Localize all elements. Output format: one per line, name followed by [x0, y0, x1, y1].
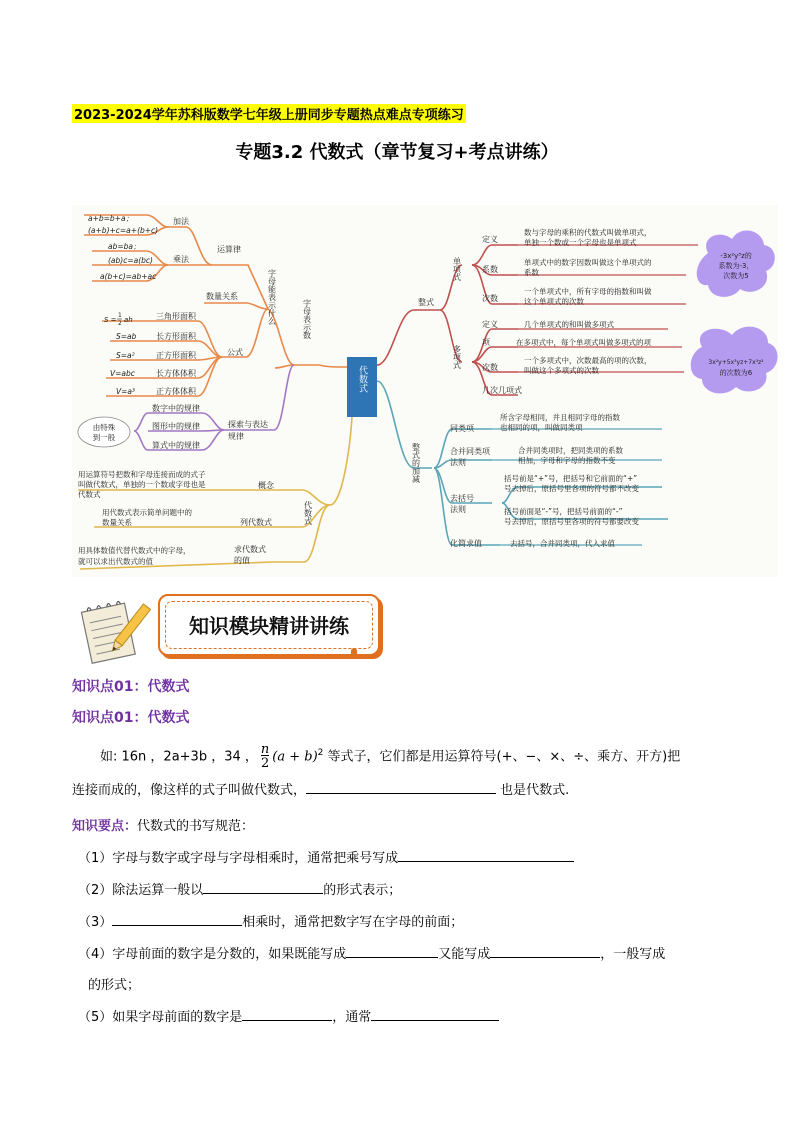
- rule-1: （1）字母与数字或字母与字母相乘时，通常把乘号写成: [78, 847, 574, 866]
- poly-def-desc: 几个单项式的和叫做多项式: [524, 320, 614, 329]
- example-line-2: 连接而成的，像这样的式子叫做代数式， 也是代数式.: [72, 779, 569, 798]
- node-explore-pattern-1: 探索与表达: [228, 420, 268, 429]
- square-area: 正方形面积: [156, 351, 196, 360]
- term-desc: 在多项式中，每个单项式叫做多项式的项: [516, 338, 651, 347]
- blank-2[interactable]: [398, 847, 574, 862]
- formula-mul-2: (ab)c=a(bc): [108, 256, 153, 265]
- bracket-plus-desc-2: 号去掉后，原括号里各项的符号都不改变: [504, 484, 639, 493]
- evaluate-desc-2: 就可以求出代数式的值: [78, 557, 153, 566]
- example-paragraph: [100, 738, 760, 772]
- example-suffix: 等式子，它们都是用运算符号(+、−、×、÷、乘方、开方)把: [323, 749, 681, 765]
- list-desc-2: 数量关系: [102, 518, 132, 527]
- node-algebraic-expression: 代数式: [303, 501, 313, 525]
- formula-square: S=a²: [116, 351, 135, 360]
- rule-4-line-2: 的形式；: [88, 978, 141, 993]
- blank-6[interactable]: [490, 943, 600, 958]
- blank-5[interactable]: [346, 943, 438, 958]
- node-monomial: 单项式: [452, 257, 462, 281]
- coef-desc-2: 系数: [524, 268, 539, 277]
- node-addition: 加法: [173, 217, 189, 226]
- degree-desc-2: 这个单项式的次数: [524, 297, 584, 306]
- pattern-equation: 算式中的规律: [152, 441, 200, 450]
- node-quantity-relation: 数量关系: [206, 292, 238, 301]
- cube-volume: 正方体体积: [156, 387, 196, 396]
- formula-triangle-den: 2: [118, 320, 122, 327]
- fraction-n-over-2: $\frac{n}{2}$: [260, 741, 270, 771]
- knowledge-point-heading-2: 知识点01：代数式: [72, 710, 190, 726]
- polynomial-degree: 次数: [482, 363, 498, 372]
- knowledge-point-heading-1: 知识点01：代数式: [72, 679, 190, 695]
- concept-desc-3: 代数式: [78, 490, 101, 499]
- simplify-desc: 去括号，合并同类项，代入求值: [510, 539, 615, 548]
- series-title: 2023-2024学年苏科版数学七年级上册同步专题热点难点专项练习: [72, 104, 466, 123]
- formula-rectangle: S=ab: [116, 332, 137, 341]
- special-to-general-bubble: [78, 417, 130, 447]
- formula-add-1: a+b=b+a；: [88, 214, 134, 223]
- like-terms: 同类项: [450, 424, 474, 433]
- example-a-plus-b: (a + b): [272, 749, 318, 765]
- cuboid-volume: 长方体体积: [156, 369, 196, 378]
- blank-7[interactable]: [242, 1006, 332, 1021]
- concept-desc-1: 用运算符号把数和字母连接而成的式子: [78, 470, 206, 479]
- remove-bracket-rule-2: 法则: [450, 505, 466, 514]
- svg-text:次数为5: 次数为5: [723, 272, 749, 280]
- rule-3: （3） 相乘时，通常把数字写在字母的前面；: [78, 911, 463, 930]
- concept-desc-2: 叫做代数式，单独的一个数或字母也是: [78, 480, 206, 489]
- rule-4: （4）字母前面的数字是分数的，如果既能写成 又能写成 ，一般写成: [78, 943, 665, 962]
- blank-8[interactable]: [371, 1006, 499, 1021]
- example-prefix: 如: 16n ，2a+3b ，34 ，: [100, 749, 258, 765]
- like-terms-desc-2: 也相同的项，叫做同类项: [500, 423, 583, 432]
- bracket-minus-desc-1: 括号前面是“-”号，把括号前面的“-”: [504, 507, 623, 516]
- node-operation-law: 运算律: [217, 245, 241, 254]
- center-label: 代数式: [357, 365, 367, 393]
- monomial-coefficient: 系数: [482, 265, 498, 274]
- svg-text:3x²y+5x³yz+7x³z²: 3x²y+5x³yz+7x³z²: [708, 359, 764, 366]
- combine-rule-1: 合并同类项: [450, 447, 490, 456]
- special-to-general-1: 由特殊: [92, 423, 116, 432]
- polynomial-term: 项: [482, 338, 490, 347]
- special-to-general-2: 到一般: [92, 433, 116, 442]
- formula-mul-3: a(b+c)=ab+ac: [100, 272, 157, 281]
- page-title: 专题3.2 代数式（章节复习+考点讲练）: [235, 142, 559, 163]
- node-letter-means-number: 字母表示数: [302, 299, 312, 339]
- notepad-icon: [76, 596, 154, 666]
- formula-cube: V=a³: [116, 387, 136, 396]
- coef-desc-1: 单项式中的数字因数叫做这个单项式的: [524, 258, 652, 267]
- pattern-figure: 图形中的规律: [152, 422, 200, 431]
- simplify-evaluate: 化简求值: [450, 539, 482, 548]
- blank-3[interactable]: [203, 879, 323, 894]
- formula-add-2: (a+b)+c=a+(b+c): [88, 226, 159, 235]
- node-evaluate-2: 的值: [234, 556, 250, 565]
- svg-text:的次数为6: 的次数为6: [719, 369, 753, 377]
- rule-5: （5）如果字母前面的数字是 ，通常: [78, 1006, 499, 1025]
- svg-text:系数为-3，: 系数为-3，: [718, 262, 754, 270]
- rule-2: （2）除法运算一般以 的形式表示；: [78, 879, 401, 898]
- combine-desc-1: 合并同类项时，把同类项的系数: [518, 446, 623, 455]
- formula-triangle-num: 1: [118, 312, 122, 319]
- blank-4[interactable]: [112, 911, 242, 926]
- example-exponent: 2: [317, 748, 324, 758]
- combine-desc-2: 相加，字母和字母的指数不变: [518, 456, 616, 465]
- node-multiplication: 乘法: [173, 255, 189, 264]
- node-concept: 概念: [258, 481, 274, 490]
- remove-bracket-rule-1: 去括号: [450, 494, 474, 503]
- monomial-def-desc-2: 单独一个数或一个字母也是单项式: [524, 238, 637, 247]
- banner-title: 知识模块精讲讲练: [189, 614, 349, 638]
- formula-cuboid: V=abc: [110, 369, 135, 378]
- polynomial-definition: 定义: [482, 320, 498, 329]
- triangle-area: 三角形面积: [156, 312, 196, 321]
- bracket-plus-desc-1: 括号前是“+”号，把括号和它前面的“+”: [504, 474, 638, 483]
- degree-desc-1: 一个单项式中，所有字母的指数和叫做: [524, 287, 652, 296]
- poly-degree-desc-2: 叫做这个多项式的次数: [524, 366, 599, 375]
- like-terms-desc-1: 所含字母相同，并且相同字母的指数: [500, 413, 620, 422]
- tips-text: 代数式的书写规范：: [137, 819, 255, 834]
- formula-triangle-l: S =: [104, 316, 117, 324]
- node-what-letters-mean: 字母能表示什么: [267, 269, 277, 325]
- bracket-minus-desc-2: 号去掉后，原括号里各项的符号都要改变: [504, 517, 639, 526]
- node-evaluate-1: 求代数式: [234, 545, 266, 554]
- monomial-degree: 次数: [482, 294, 498, 303]
- cloud-polynomial-example: [691, 327, 778, 394]
- node-list-expression: 列代数式: [240, 518, 272, 527]
- tips-line: [72, 815, 254, 834]
- formula-triangle-r: ah: [124, 316, 133, 324]
- node-explore-pattern-2: 规律: [228, 432, 244, 441]
- poly-degree-desc-1: 一个多项式中，次数最高的项的次数，: [524, 356, 652, 365]
- list-desc-1: 用代数式表示简单问题中的: [102, 508, 192, 517]
- section-banner: [158, 594, 380, 656]
- svg-text:-3x²y³z的: -3x²y³z的: [720, 252, 752, 260]
- rectangle-area: 长方形面积: [156, 332, 196, 341]
- combine-rule-2: 法则: [450, 458, 466, 467]
- evaluate-desc-1: 用具体数值代替代数式中的字母，: [78, 546, 191, 555]
- formula-mul-1: ab=ba；: [108, 242, 141, 251]
- pattern-number: 数字中的规律: [152, 404, 200, 413]
- node-add-subtract: 整式的加减: [411, 443, 421, 483]
- node-formula: 公式: [227, 348, 243, 357]
- monomial-def-desc-1: 数与字母的乘积的代数式叫做单项式，: [524, 228, 652, 237]
- blank-1[interactable]: [306, 779, 496, 794]
- monomial-definition: 定义: [482, 235, 498, 244]
- node-polynomial: 多项式: [452, 345, 462, 369]
- degree-terms-poly: 几次几项式: [482, 386, 522, 395]
- mind-map: [72, 205, 778, 577]
- node-polynomial-expressions: 整式: [418, 298, 434, 307]
- tips-label: 知识要点：: [72, 819, 138, 834]
- banner-pin: [351, 648, 357, 658]
